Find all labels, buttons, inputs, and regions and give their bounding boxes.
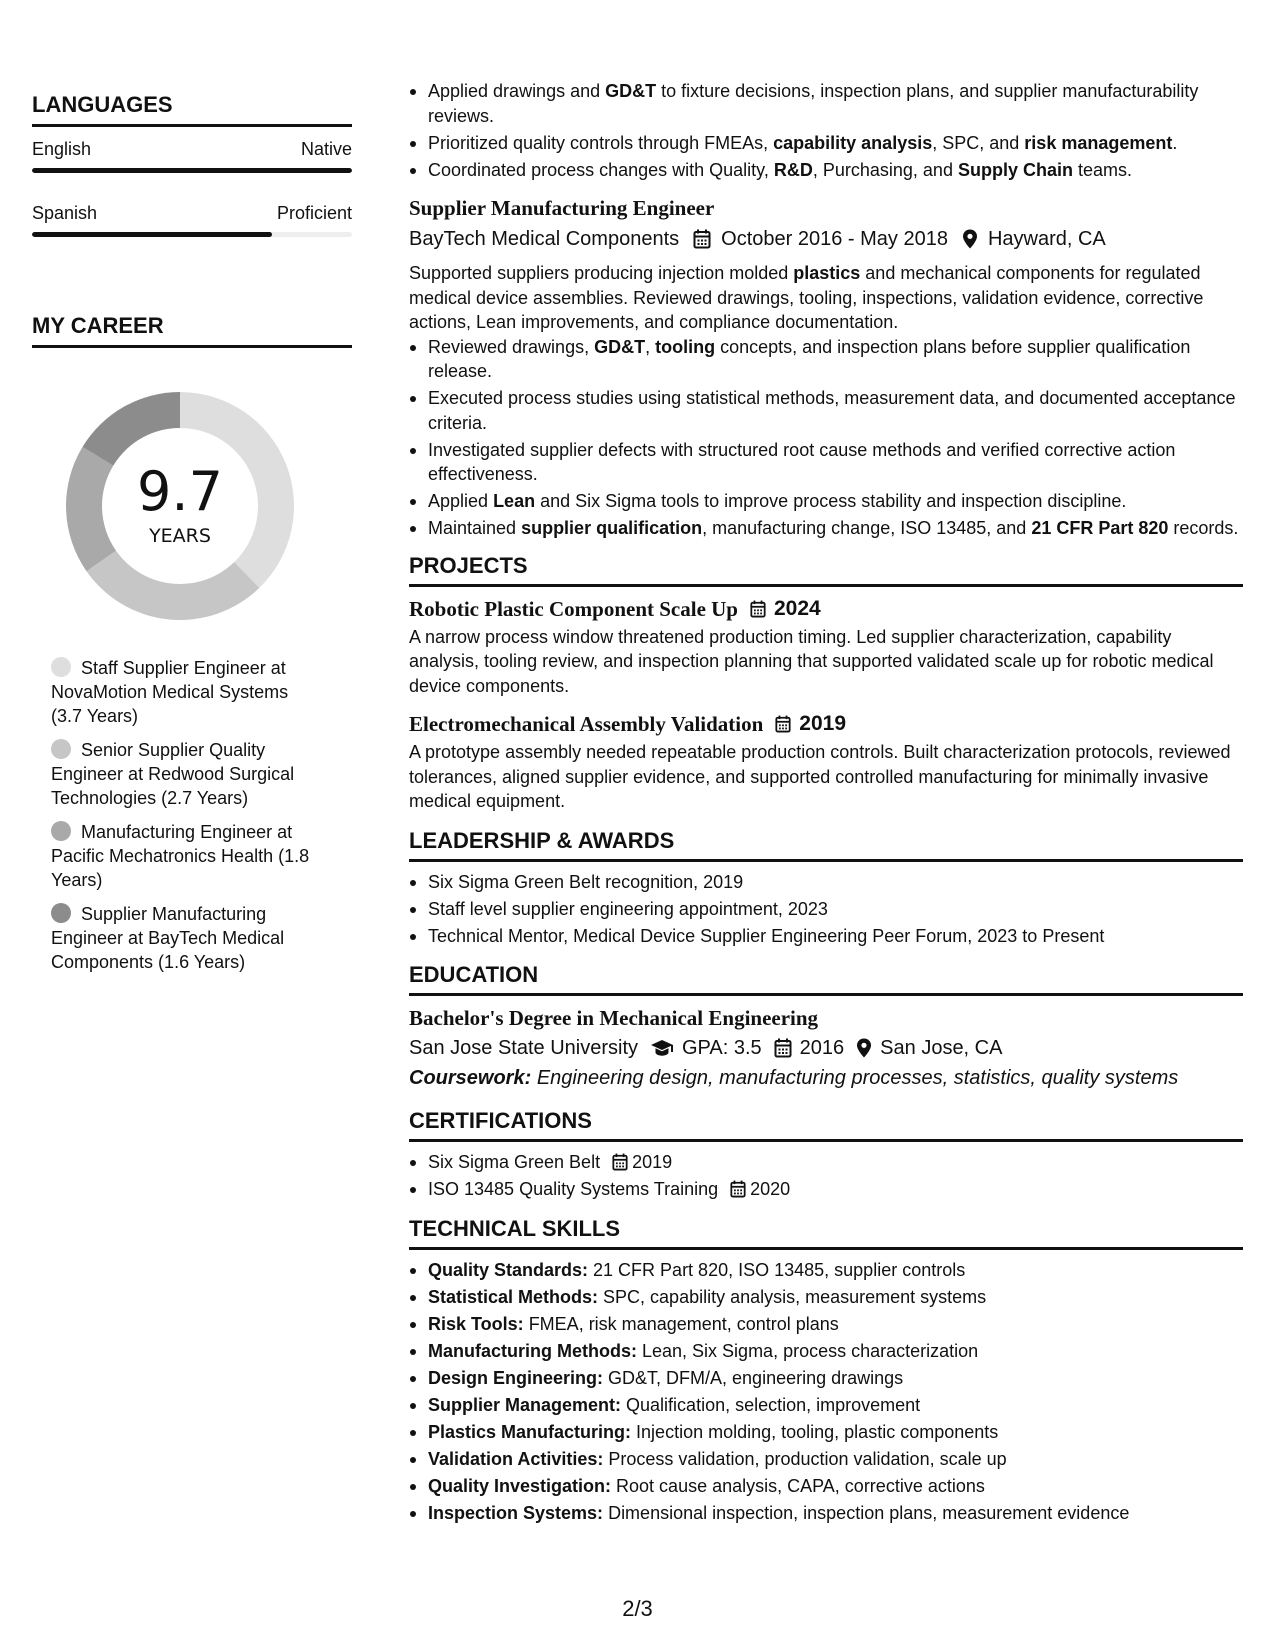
skill-item [409,1447,1243,1472]
skill-item [409,1393,1243,1418]
calendar-icon [775,715,791,733]
career-legend-item [51,738,322,810]
project-title [409,710,1243,738]
skills-section [409,1216,1243,1526]
text-run: Supported suppliers producing injection molded [409,263,794,283]
project-item [409,710,1243,814]
certification-item [409,1150,1243,1175]
certification-item [409,1177,1243,1202]
career-legend-label: Senior Supplier Quality Engineer at Redwood Surgical Technologies (2.7 Years) [51,740,295,808]
language-item [32,139,352,173]
bold-text: plastics [793,263,861,283]
career-heading: MY CAREER [32,313,352,348]
project-item [409,595,1243,699]
bullet-item [409,386,1243,435]
language-proficiency-bar [32,168,352,173]
skill-label: Validation Activities: [428,1448,604,1469]
projects-section [409,553,1243,814]
language-level: Native [300,139,352,159]
bullet-item [409,489,1243,514]
job-bullets [409,335,1243,541]
project-name: Robotic Plastic Component Scale Up [409,596,738,621]
job-location: Hayward, CA [987,228,1106,250]
skills-list [409,1258,1243,1526]
text-run: Executed process studies using statistical methods, measurement data, and documented acceptance criteria. [428,388,1236,433]
bullet-item [409,516,1243,541]
career-legend-label: Manufacturing Engineer at Pacific Mechatronics Health (1.8 Years) [51,822,310,890]
text-run: . [1172,132,1178,153]
skills-heading: TECHNICAL SKILLS [409,1216,1243,1250]
languages-heading: LANGUAGES [32,92,352,127]
text-run: Maintained [428,518,522,538]
skill-value: Injection molding, tooling, plastic components [631,1421,999,1442]
projects-heading: PROJECTS [409,553,1243,587]
skill-value: 21 CFR Part 820, ISO 13485, supplier controls [588,1259,966,1280]
skill-item [409,1285,1243,1310]
skill-label: Inspection Systems: [428,1502,604,1523]
job-summary [409,261,1243,335]
language-row [32,139,352,160]
previous-job-bullets [409,79,1243,182]
certification-year: 2019 [632,1152,673,1172]
skill-value: Process validation, production validation, scale up [603,1448,1007,1469]
calendar-icon [693,229,711,249]
skill-item [409,1474,1243,1499]
certification-year: 2020 [750,1179,791,1199]
certifications-section [409,1108,1243,1202]
skill-item [409,1312,1243,1337]
education-location: San Jose, CA [880,1037,1003,1059]
text-run: Reviewed drawings, [428,336,595,357]
text-run: , SPC, and [932,132,1025,153]
text-run: Applied drawings and [428,81,606,101]
education-section [409,962,1243,1092]
skill-item [409,1339,1243,1364]
skill-value: Qualification, selection, improvement [621,1394,921,1415]
certification-name: Six Sigma Green Belt [428,1152,601,1172]
skill-item [409,1420,1243,1445]
bold-text: risk management [1024,132,1173,153]
bullet-item [409,335,1243,384]
language-row [32,203,352,224]
bold-text: Supply Chain [957,159,1073,180]
languages-list [32,139,352,237]
education-meta [409,1034,1243,1062]
project-year: 2019 [799,712,847,735]
career-legend-item [51,656,322,728]
job-company: BayTech Medical Components [409,228,680,250]
language-proficiency-fill [32,168,352,173]
skill-value: Lean, Six Sigma, process characterization [637,1340,979,1361]
career-legend-label: Supplier Manufacturing Engineer at BayTech Medical Components (1.6 Years) [51,904,285,972]
legend-dot [51,903,71,923]
project-year: 2024 [774,596,821,620]
skill-label: Supplier Management: [428,1394,622,1415]
legend-dot [51,657,71,677]
main-content [409,79,1243,1528]
leadership-section [409,828,1243,949]
project-description: A prototype assembly needed repeatable production controls. Built characterization protocols, reviewed tolerances, aligned supplier evidence, and supported controlled manufacturing for minimally invasive medical equipment. [409,742,1231,811]
legend-dot [51,821,71,841]
certifications-list [409,1150,1243,1202]
calendar-icon [750,600,766,618]
job-meta [409,225,1243,253]
certifications-heading: CERTIFICATIONS [409,1108,1243,1142]
skill-item [409,1258,1243,1283]
career-legend-label: Staff Supplier Engineer at NovaMotion Medical Systems (3.7 Years) [51,658,289,726]
text-run: , manufacturing change, ISO 13485, and [702,518,1032,538]
bold-text: R&D [773,159,813,180]
coursework-label: Coursework: [409,1067,532,1089]
leadership-item: Staff level supplier engineering appointment, 2023 [409,897,1243,922]
calendar-icon [774,1038,792,1058]
map-pin-icon [856,1038,872,1058]
career-legend [32,656,322,974]
bullet-item [409,79,1243,128]
bold-text: tooling [655,336,716,357]
leadership-heading: LEADERSHIP & AWARDS [409,828,1243,862]
skill-value: GD&T, DFM/A, engineering drawings [603,1367,904,1388]
text-run: records. [1168,518,1239,538]
text-run: Investigated supplier defects with structured root cause methods and verified corrective action effectiveness. [428,439,1176,484]
leadership-item: Technical Mentor, Medical Device Supplier Engineering Peer Forum, 2023 to Present [409,924,1243,949]
education-gpa: GPA: 3.5 [682,1037,762,1059]
skill-value: FMEA, risk management, control plans [523,1313,839,1334]
job-title: Supplier Manufacturing Engineer [409,196,715,220]
career-legend-item [51,902,322,974]
text-run: and mechanical components for regulated medical device assemblies. Reviewed drawings, tooling, inspections, validation evidence, corrective actions, Lean improvements, and compliance documentation. [409,263,1204,332]
project-title [409,595,1243,623]
job-dates: October 2016 - May 2018 [721,228,948,250]
project-name: Electromechanical Assembly Validation [409,712,764,736]
bold-text: capability analysis [773,132,933,153]
page-number: 2/3 [622,1596,653,1621]
language-name: Spanish [32,203,98,223]
text-run: , [645,336,656,357]
text-run: and Six Sigma tools to improve process stability and inspection discipline. [535,491,1127,511]
skill-label: Plastics Manufacturing: [428,1421,632,1442]
text-run: Prioritized quality controls through FMEAs, [428,132,774,153]
skill-label: Risk Tools: [428,1313,524,1334]
language-proficiency-bar [32,232,352,237]
leadership-item: Six Sigma Green Belt recognition, 2019 [409,870,1243,895]
legend-dot [51,739,71,759]
skill-label: Design Engineering: [428,1367,604,1388]
bold-text: GD&T [605,81,657,101]
language-name: English [32,139,92,159]
education-year: 2016 [799,1037,845,1059]
skill-value: SPC, capability analysis, measurement systems [598,1286,987,1307]
bullet-item [409,158,1243,183]
skill-value: Dimensional inspection, inspection plans, measurement evidence [603,1502,1130,1523]
leadership-list [409,870,1243,949]
bullet-item [409,438,1243,487]
education-school: San Jose State University [409,1037,638,1059]
text-run: Coordinated process changes with Quality, [428,159,774,180]
text-run: , Purchasing, and [812,159,958,180]
bold-text: Lean [493,491,536,511]
career-legend-item [51,820,322,892]
text-run: Applied [428,491,494,511]
graduation-cap-icon [650,1039,674,1057]
skill-label: Quality Standards: [428,1259,589,1280]
text-run: concepts, and inspection plans before supplier qualification release. [428,336,1191,381]
skill-label: Quality Investigation: [428,1475,612,1496]
career-total-years: 9.7 [137,460,223,523]
education-degree: Bachelor's Degree in Mechanical Engineering [409,1006,819,1030]
skill-item [409,1501,1243,1526]
career-donut-chart [66,392,294,620]
education-coursework [409,1064,1243,1092]
certification-name: ISO 13485 Quality Systems Training [428,1179,719,1199]
sidebar [32,92,352,984]
coursework-value: Engineering design, manufacturing processes, statistics, quality systems [536,1067,1179,1089]
bold-text: supplier qualification [521,518,703,538]
education-heading: EDUCATION [409,962,1243,996]
projects-list [409,595,1243,814]
bullet-item [409,131,1243,156]
skill-label: Statistical Methods: [428,1286,599,1307]
skill-label: Manufacturing Methods: [428,1340,637,1361]
text-run: teams. [1072,159,1132,180]
bold-text: GD&T [594,336,646,357]
language-item [32,203,352,237]
map-pin-icon [962,229,978,249]
calendar-icon [730,1180,746,1198]
language-proficiency-fill [32,232,272,237]
calendar-icon [612,1153,628,1171]
bold-text: 21 CFR Part 820 [1031,518,1169,538]
language-level: Proficient [276,203,352,223]
skill-value: Root cause analysis, CAPA, corrective actions [611,1475,985,1496]
text-run: to fixture decisions, inspection plans, and supplier manufacturability reviews. [428,81,1199,126]
skill-item [409,1366,1243,1391]
career-total-unit: YEARS [149,525,211,547]
project-description: A narrow process window threatened production timing. Led supplier characterization, capability analysis, tooling review, and inspection planning that supported validated scale up for robotic medical device components. [409,626,1214,696]
